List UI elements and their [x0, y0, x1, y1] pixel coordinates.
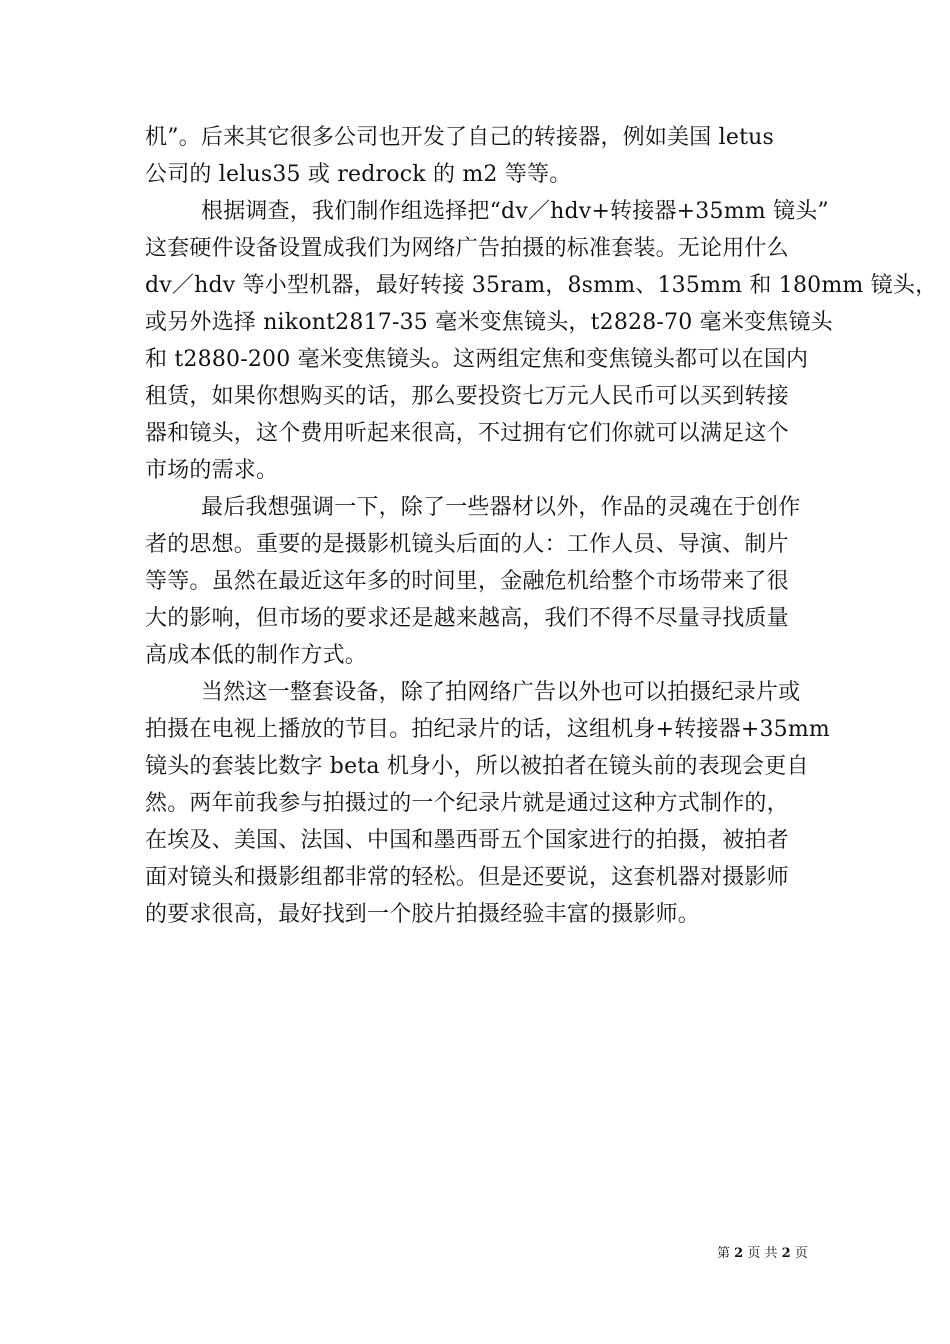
body-text-line: 这套硬件设备设置成我们为网络广告拍摄的标准套装。无论用什么: [145, 236, 789, 261]
body-text-line: 租赁，如果你想购买的话，那么要投资七万元人民币可以买到转接: [145, 384, 789, 409]
footer-prefix: 第: [717, 1246, 731, 1261]
body-text-line: 高成本低的制作方式。: [145, 643, 368, 668]
body-text-line: 等等。虽然在最近这年多的时间里，金融危机给整个市场带来了很: [145, 569, 789, 594]
paragraph-start-line: 最后我想强调一下，除了一些器材以外，作品的灵魂在于创作: [201, 495, 801, 520]
footer-suffix: 页: [794, 1246, 808, 1261]
paragraph-start-line: 根据调查，我们制作组选择把“dv／hdv+转接器+35mm 镜头”: [201, 199, 829, 224]
paragraph-start-line: 当然这一整套设备，除了拍网络广告以外也可以拍摄纪录片或: [201, 680, 801, 705]
body-text-line: 和 t2880-200 毫米变焦镜头。这两组定焦和变焦镜头都可以在国内: [145, 347, 809, 372]
body-text-line: 大的影响，但市场的要求还是越来越高，我们不得不尽量寻找质量: [145, 606, 789, 631]
body-text-line: 镜头的套装比数字 beta 机身小，所以被拍者在镜头前的表现会更自: [145, 754, 809, 779]
footer-middle: 页 共: [747, 1246, 778, 1261]
body-text-line: 市场的需求。: [145, 458, 279, 483]
body-text-line: 器和镜头，这个费用听起来很高，不过拥有它们你就可以满足这个: [145, 421, 789, 446]
footer-total-pages: 2: [781, 1246, 791, 1261]
body-text-line: 面对镜头和摄影组都非常的轻松。但是还要说，这套机器对摄影师: [145, 865, 789, 890]
body-text-line: dv／hdv 等小型机器，最好转接 35ram，8smm、135mm 和 180mm 镜头，: [145, 273, 938, 298]
page-footer: [717, 1246, 808, 1262]
footer-current-page: 2: [734, 1246, 744, 1261]
body-text-line: 者的思想。重要的是摄影机镜头后面的人：工作人员、导演、制片: [145, 532, 789, 557]
body-text-line: 机”。后来其它很多公司也开发了自己的转接器，例如美国 letus: [145, 125, 774, 150]
body-text-line: 公司的 lelus35 或 redrock 的 m2 等等。: [145, 162, 572, 187]
body-text-line: 或另外选择 nikont2817-35 毫米变焦镜头，t2828-70 毫米变焦镜头: [145, 310, 833, 335]
body-text-line: 的要求很高，最好找到一个胶片拍摄经验丰富的摄影师。: [145, 902, 701, 927]
body-text-line: 拍摄在电视上播放的节目。拍纪录片的话，这组机身+转接器+35mm: [145, 717, 830, 742]
body-text-line: 然。两年前我参与拍摄过的一个纪录片就是通过这种方式制作的，: [145, 791, 789, 816]
body-text-line: 在埃及、美国、法国、中国和墨西哥五个国家进行的拍摄，被拍者: [145, 828, 789, 853]
